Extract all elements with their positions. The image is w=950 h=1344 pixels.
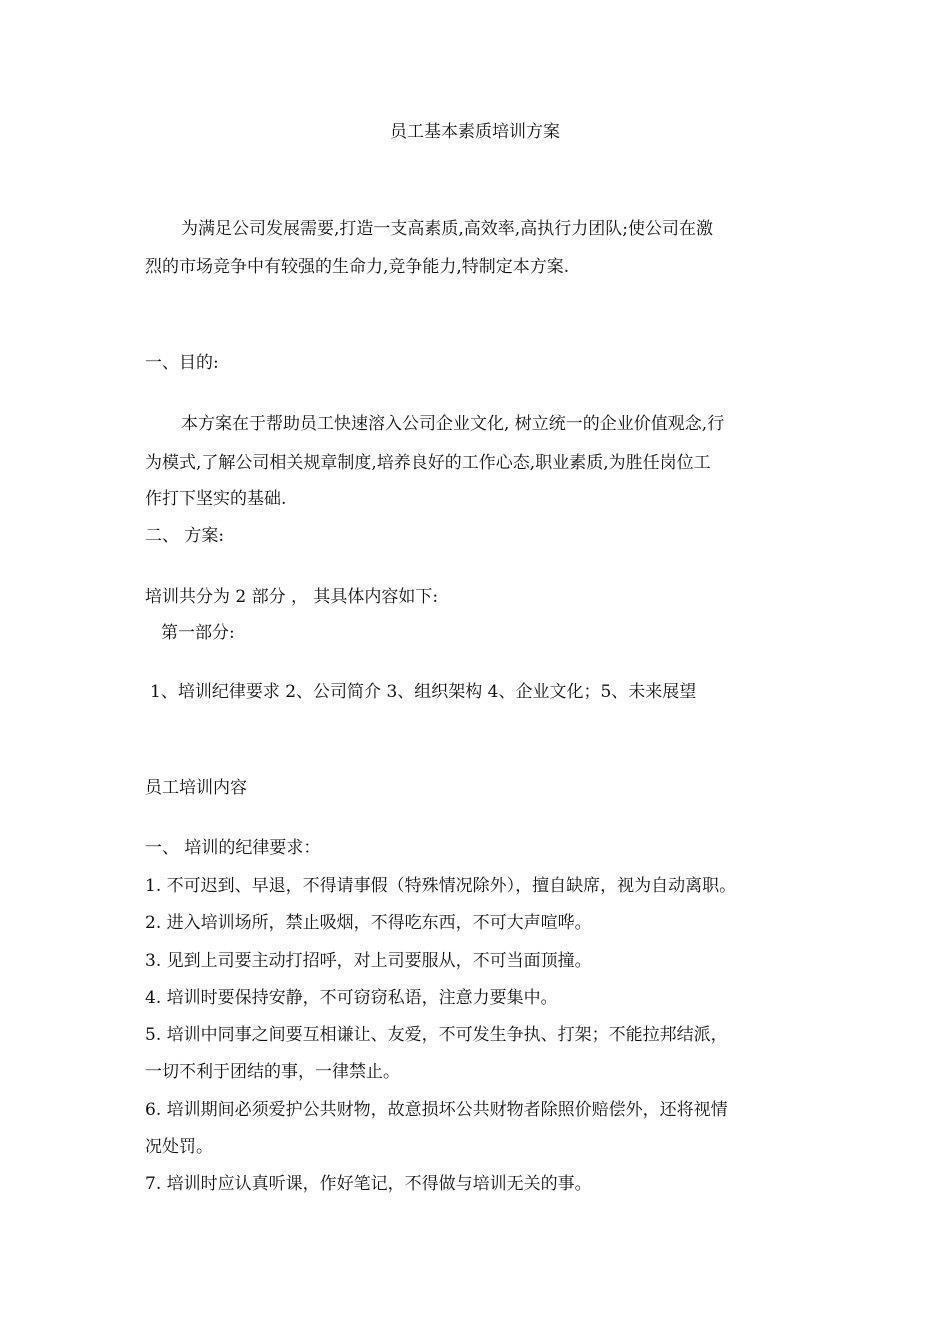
intro-line-1: 为满足公司发展需要,打造一支高素质,高效率,高执行力团队;使公司在激 [181,219,713,239]
discipline-rule-2: 2. 进入培训场所，禁止吸烟，不得吃东西，不可大声喧哗。 [145,913,592,933]
discipline-heading: 一、 培训的纪律要求： [145,838,321,858]
discipline-rule-3: 3. 见到上司要主动打招呼，对上司要服从，不可当面顶撞。 [145,951,592,971]
section1-line-2: 为模式,了解公司相关规章制度,培养良好的工作心态,职业素质,为胜任岗位工 [145,453,711,473]
part1-items: 1、培训纪律要求 2、公司简介 3、组织架构 4、企业文化；5、未来展望 [150,682,697,702]
part1-label: 第一部分: [161,623,235,643]
discipline-rule-1: 1. 不可迟到、早退，不得请事假（特殊情况除外），擅自缺席，视为自动离职。 [145,876,737,896]
section1-line-1: 本方案在于帮助员工快速溶入公司企业文化, 树立统一的企业价值观念,行 [181,414,725,434]
intro-line-2: 烈的市场竞争中有较强的生命力,竞争能力,特制定本方案. [145,257,570,277]
section2-summary: 培训共分为 2 部分 ， 其具体内容如下: [145,587,439,607]
document-title: 员工基本素质培训方案 [390,122,560,142]
discipline-rule-6: 6. 培训期间必须爱护公共财物，故意损坏公共财物者除照价赔偿外，还将视情 [145,1100,728,1120]
discipline-rule-6-cont: 况处罚。 [145,1137,213,1157]
discipline-rule-7: 7. 培训时应认真听课，作好笔记，不得做与培训无关的事。 [145,1174,592,1194]
section2-heading: 二、 方案: [145,526,225,546]
discipline-rule-4: 4. 培训时要保持安静，不可窃窃私语，注意力要集中。 [145,988,558,1008]
section1-heading: 一、目的: [145,353,219,373]
discipline-rule-5: 5. 培训中同事之间要互相谦让、友爱，不可发生争执、打架；不能拉邦结派， [145,1025,728,1045]
section1-line-3: 作打下坚实的基础. [145,489,287,509]
discipline-rule-5-cont: 一切不利于团结的事，一律禁止。 [145,1062,400,1082]
content-heading: 员工培训内容 [145,778,247,798]
